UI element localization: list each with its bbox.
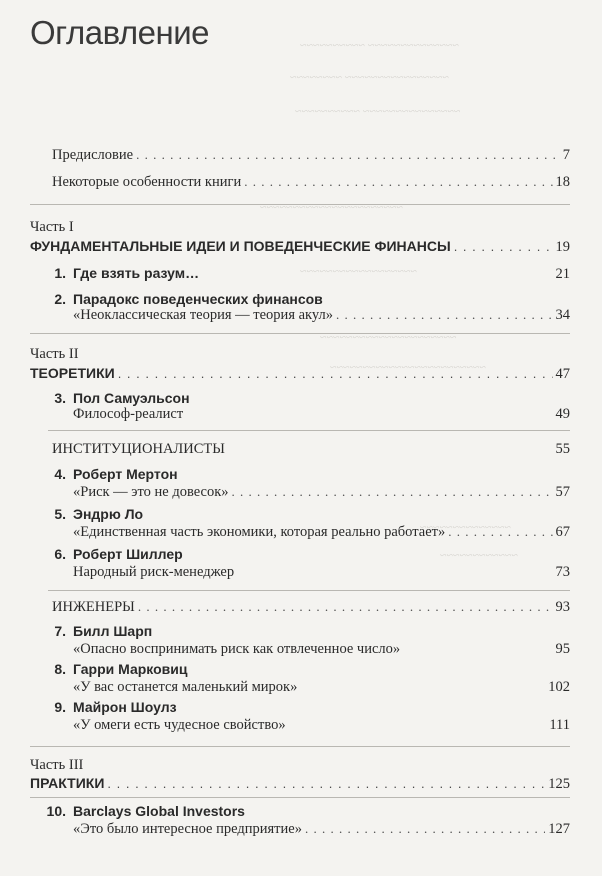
divider <box>30 746 570 747</box>
leader-dots <box>107 775 545 793</box>
chapter-subtitle: «Опасно воспринимать риск как отвлеченное число» <box>73 641 401 657</box>
entry-page: 47 <box>555 366 570 382</box>
entry-page: 102 <box>548 679 570 695</box>
entry-page: 34 <box>555 307 570 323</box>
toc-part-heading[interactable] <box>30 774 570 793</box>
toc-section-engineers[interactable] <box>52 598 570 616</box>
chapter-number: 7. <box>54 623 66 639</box>
leader-dots <box>118 365 553 383</box>
chapter-name: Роберт Мертон <box>73 466 178 482</box>
toc-chapter-3[interactable] <box>73 405 570 423</box>
chapter-subtitle: Народный риск-менеджер <box>73 564 235 580</box>
toc-chapter-5[interactable] <box>73 523 570 541</box>
chapter-name: Парадокс поведенческих финансов <box>73 291 323 307</box>
chapter-number: 6. <box>54 546 66 562</box>
part-heading: ПРАКТИКИ <box>30 775 105 791</box>
chapter-name: Barclays Global Investors <box>73 803 245 819</box>
divider <box>30 333 570 334</box>
entry-page: 57 <box>555 484 570 500</box>
leader-dots <box>305 820 545 838</box>
section-label: ИНСТИТУЦИОНАЛИСТЫ <box>52 441 225 457</box>
chapter-subtitle: «Риск — это не довесок» <box>73 484 229 500</box>
entry-page: 55 <box>555 441 570 457</box>
part-heading: ТЕОРЕТИКИ <box>30 365 115 381</box>
chapter-number: 9. <box>54 699 66 715</box>
toc-entry-preface[interactable] <box>52 146 570 164</box>
entry-page: 7 <box>562 147 570 163</box>
divider <box>48 590 570 591</box>
chapter-subtitle: Философ-реалист <box>73 406 184 422</box>
toc-part-heading[interactable] <box>30 237 570 256</box>
chapter-name: Эндрю Ло <box>73 506 144 522</box>
divider <box>30 204 570 205</box>
entry-page: 67 <box>555 524 570 540</box>
leader-dots <box>138 598 553 616</box>
divider <box>30 797 570 798</box>
toc-chapter-10[interactable] <box>73 820 570 838</box>
entry-page: 21 <box>555 266 570 282</box>
entry-label: Предисловие <box>52 147 134 163</box>
chapter-name: Билл Шарп <box>73 623 153 639</box>
part-label: Часть III <box>30 757 84 773</box>
leader-dots <box>454 238 553 256</box>
toc-part-heading[interactable] <box>30 364 570 383</box>
leader-dots <box>244 173 552 191</box>
leader-dots <box>336 306 553 324</box>
page-title: Оглавление <box>30 14 209 51</box>
chapter-subtitle: «Неоклассическая теория — теория акул» <box>73 307 333 323</box>
chapter-number: 8. <box>54 661 66 677</box>
entry-page: 95 <box>555 641 570 657</box>
chapter-number: 3. <box>54 390 66 406</box>
toc-chapter-6[interactable] <box>73 563 570 581</box>
entry-page: 18 <box>555 174 570 190</box>
entry-page: 93 <box>555 599 570 615</box>
chapter-number: 2. <box>54 291 66 307</box>
section-label: ИНЖЕНЕРЫ <box>52 599 135 615</box>
chapter-number: 4. <box>54 466 66 482</box>
toc-chapter-7[interactable] <box>73 640 570 658</box>
part-label: Часть I <box>30 219 74 235</box>
chapter-name: Где взять разум… <box>73 265 200 281</box>
leader-dots <box>448 523 552 541</box>
chapter-subtitle: «У омеги есть чудесное свойство» <box>73 717 286 733</box>
part-label: Часть II <box>30 346 79 362</box>
divider <box>48 430 570 431</box>
entry-page: 73 <box>555 564 570 580</box>
entry-page: 127 <box>548 821 570 837</box>
part-heading: ФУНДАМЕНТАЛЬНЫЕ ИДЕИ И ПОВЕДЕНЧЕСКИЕ ФИНАНСЫ <box>30 238 451 254</box>
chapter-name: Гарри Марковиц <box>73 661 188 677</box>
chapter-subtitle: «Это было интересное предприятие» <box>73 821 302 837</box>
chapter-name: Пол Самуэльсон <box>73 390 190 406</box>
entry-label: Некоторые особенности книги <box>52 174 242 190</box>
chapter-number: 10. <box>46 803 66 819</box>
chapter-subtitle: «Единственная часть экономики, которая реально работает» <box>73 524 446 540</box>
toc-section-institutionalists[interactable] <box>52 440 570 458</box>
toc-entry-features[interactable] <box>52 173 570 191</box>
toc-chapter-8[interactable] <box>73 678 570 696</box>
entry-page: 19 <box>555 239 570 255</box>
chapter-number: 1. <box>54 265 66 281</box>
chapter-number: 5. <box>54 506 66 522</box>
toc-chapter-2[interactable] <box>73 306 570 324</box>
entry-page: 111 <box>549 717 570 733</box>
leader-dots <box>232 483 553 501</box>
toc-chapter-1[interactable] <box>73 264 570 283</box>
leader-dots <box>136 146 560 164</box>
entry-page: 125 <box>548 776 570 792</box>
toc-chapter-9[interactable] <box>73 716 570 734</box>
entry-page: 49 <box>555 406 570 422</box>
chapter-name: Роберт Шиллер <box>73 546 183 562</box>
toc-chapter-4[interactable] <box>73 483 570 501</box>
chapter-subtitle: «У вас останется маленький мирок» <box>73 679 298 695</box>
chapter-name: Майрон Шоулз <box>73 699 177 715</box>
